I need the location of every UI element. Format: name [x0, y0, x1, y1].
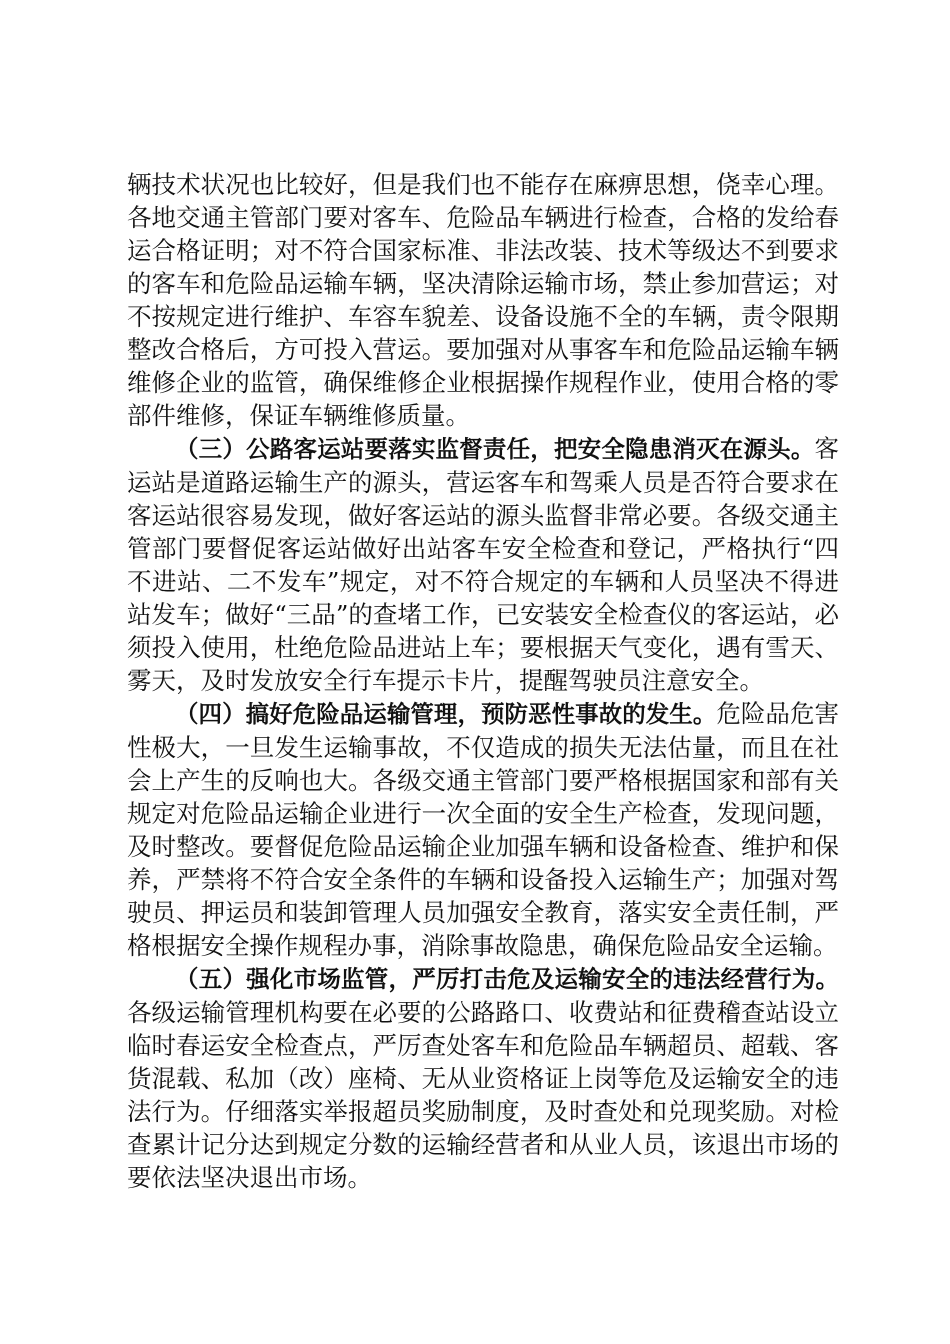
paragraph-section-3 [127, 432, 839, 697]
section-heading: （三）公路客运站要落实监督责任，把安全隐患消灭在源头。 [175, 435, 815, 463]
paragraph-body: 各级运输管理机构要在必要的公路路口、收费站和征费稽查站设立临时春运安全检查点，严厉查处客车和危险品车辆超员、超载、客货混载、私加（改）座椅、无从业资格证上岗等危及运输安全的违法行为。仔细落实举报超员奖励制度，及时查处和兑现奖励。对检查累计记分达到规定分数的运输经营者和从业人员，该退出市场的要依法坚决退出市场。 [127, 998, 839, 1192]
paragraph-section-5 [127, 962, 839, 1194]
paragraph-body: 辆技术状况也比较好，但是我们也不能存在麻痹思想，侥幸心理。各地交通主管部门要对客车、危险品车辆进行检查，合格的发给春运合格证明；对不符合国家标准、非法改装、技术等级达不到要求的客车和危险品运输车辆，坚决清除运输市场，禁止参加营运；对不按规定进行维护、车容车貌差、设备设施不全的车辆，责令限期整改合格后，方可投入营运。要加强对从事客车和危险品运输车辆维修企业的监管，确保维修企业根据操作规程作业，使用合格的零部件维修，保证车辆维修质量。 [127, 170, 839, 430]
paragraph-body: 危险品危害性极大，一旦发生运输事故，不仅造成的损失无法估量，而且在社会上产生的反响也大。各级交通主管部门要严格根据国家和部有关规定对危险品运输企业进行一次全面的安全生产检查，发现问题，及时整改。要督促危险品运输企业加强车辆和设备检查、维护和保养，严禁将不符合安全条件的车辆和设备投入运输生产；加强对驾驶员、押运员和装卸管理人员加强安全教育，落实安全责任制，严格根据安全操作规程办事，消除事故隐患，确保危险品安全运输。 [127, 699, 840, 960]
document-page [127, 168, 839, 1194]
paragraph-continued [127, 168, 839, 432]
paragraph-section-4 [127, 697, 839, 962]
section-heading: （四）搞好危险品运输管理，预防恶性事故的发生。 [175, 700, 717, 728]
section-heading: （五）强化市场监管，严厉打击危及运输安全的违法经营行为。 [175, 965, 839, 993]
paragraph-body: 客运站是道路运输生产的源头，营运客车和驾乘人员是否符合要求在客运站很容易发现，做好客运站的源头监督非常必要。各级交通主管部门要督促客运站做好出站客车安全检查和登记，严格执行“四不进站、二不发车”规定，对不符合规定的车辆和人员坚决不得进站发车；做好“三品”的查堵工作，已安装安全检查仪的客运站，必须投入使用，杜绝危险品进站上车；要根据天气变化，遇有雪天、雾天，及时发放安全行车提示卡片，提醒驾驶员注意安全。 [127, 434, 839, 695]
